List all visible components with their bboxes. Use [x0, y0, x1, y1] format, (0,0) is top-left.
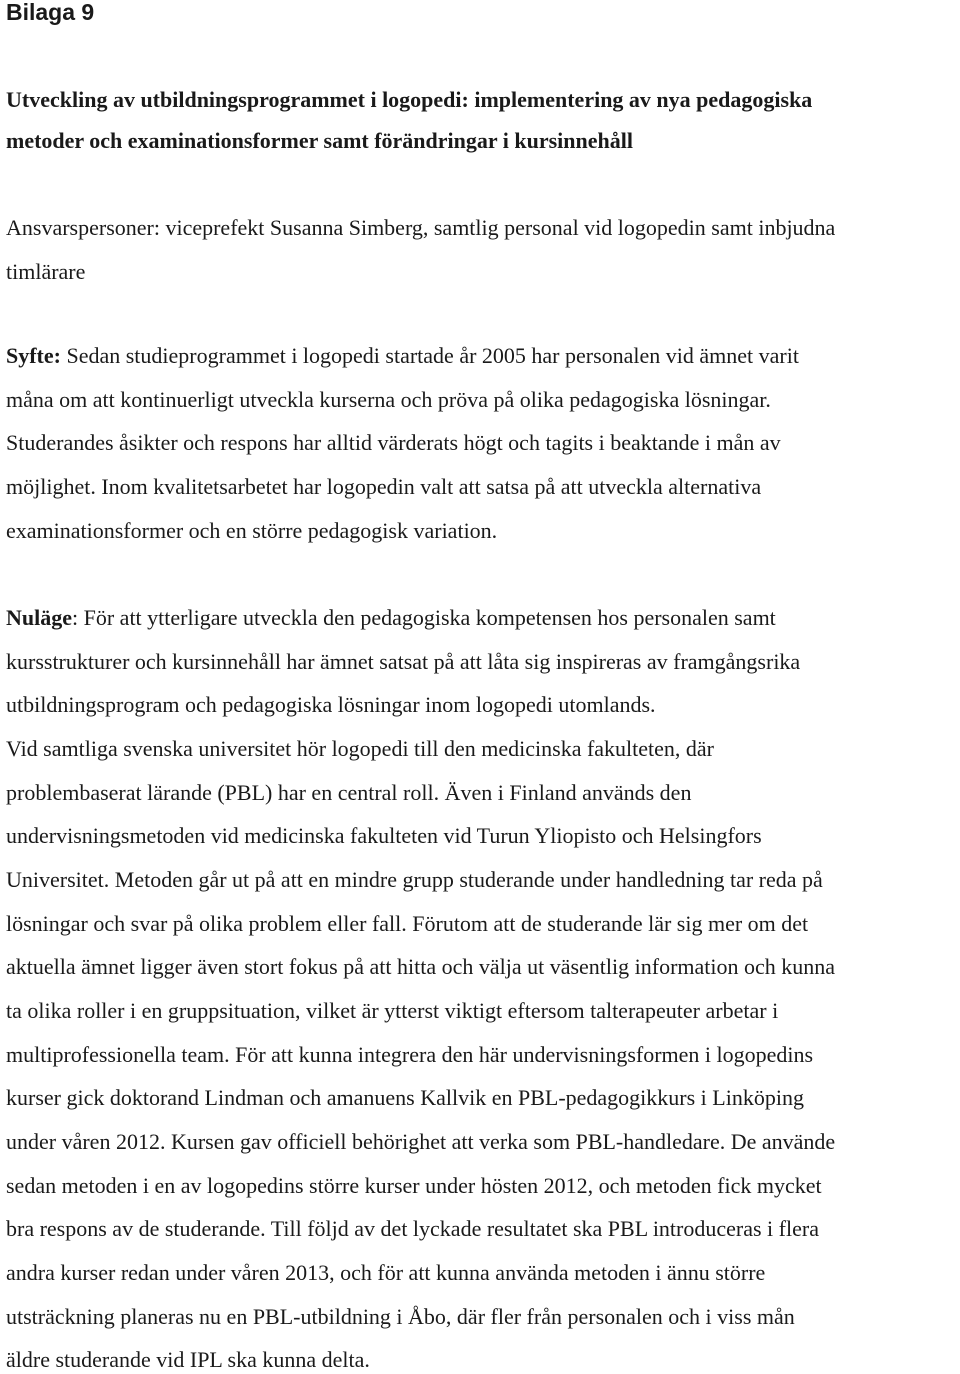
nulage-paragraph-line: bra respons av de studerande. Till följd av det lyckade resultatet ska PBL introduceras i flera — [6, 1216, 819, 1241]
syfte-paragraph-line: måna om att kontinuerligt utveckla kurserna och pröva på olika pedagogiska lösningar. — [6, 387, 771, 412]
nulage-paragraph-line: Vid samtliga svenska universitet hör logopedi till den medicinska fakulteten, där — [6, 736, 715, 761]
nulage-paragraph-line: andra kurser redan under våren 2013, och för att kunna använda metoden i ännu större — [6, 1260, 766, 1285]
nulage-first-line-text: : För att ytterligare utveckla den pedagogiska kompetensen hos personalen samt — [72, 605, 776, 630]
nulage-label: Nuläge — [6, 605, 72, 630]
nulage-paragraph-line: sedan metoden i en av logopedins större kurser under hösten 2012, och metoden fick mycket — [6, 1173, 822, 1198]
nulage-paragraph-line: aktuella ämnet ligger även stort fokus på att hitta och välja ut väsentlig information och kunna — [6, 954, 836, 979]
nulage-paragraph-line: under våren 2012. Kursen gav officiell behörighet att verka som PBL-handledare. De använde — [6, 1129, 836, 1154]
nulage-paragraph-line: kurser gick doktorand Lindman och amanuens Kallvik en PBL-pedagogikkurs i Linköping — [6, 1085, 804, 1110]
nulage-paragraph-line: Universitet. Metoden går ut på att en mindre grupp studerande under handledning tar reda på — [6, 867, 823, 892]
nulage-paragraph-line: lösningar och svar på olika problem eller fall. Förutom att de studerande lär sig mer om det — [6, 911, 809, 936]
syfte-first-line-text: Sedan studieprogrammet i logopedi startade år 2005 har personalen vid ämnet varit — [60, 343, 799, 368]
document-title-line-2: metoder och examinationsformer samt förändringar i kursinnehåll — [6, 128, 633, 153]
annex-label: Bilaga 9 — [6, 0, 95, 25]
nulage-paragraph-line: utbildningsprogram och pedagogiska lösningar inom logopedi utomlands. — [6, 692, 656, 717]
responsible-persons-line-2: timlärare — [6, 259, 86, 284]
nulage-paragraph-line: utsträckning planeras nu en PBL-utbildning i Åbo, där fler från personalen och i viss mån — [6, 1304, 795, 1329]
syfte-paragraph-line: examinationsformer och en större pedagogisk variation. — [6, 518, 498, 543]
nulage-paragraph-line: kursstrukturer och kursinnehåll har ämnet satsat på att låta sig inspireras av framgångsrika — [6, 649, 801, 674]
syfte-paragraph-line-1 — [6, 342, 799, 370]
syfte-paragraph-line: Studerandes åsikter och respons har alltid värderats högt och tagits i beaktande i mån av — [6, 430, 781, 455]
responsible-persons-line-1: Ansvarspersoner: viceprefekt Susanna Simberg, samtlig personal vid logopedin samt inbjudna — [6, 215, 836, 240]
nulage-paragraph-line-1 — [6, 604, 776, 632]
nulage-paragraph-line: undervisningsmetoden vid medicinska fakulteten vid Turun Yliopisto och Helsingfors — [6, 823, 762, 848]
nulage-paragraph-line: äldre studerande vid IPL ska kunna delta. — [6, 1347, 370, 1372]
nulage-paragraph-line: problembaserat lärande (PBL) har en central roll. Även i Finland används den — [6, 780, 692, 805]
nulage-paragraph-line: ta olika roller i en gruppsituation, vilket är ytterst viktigt eftersom talterapeuter arbetar i — [6, 998, 779, 1023]
syfte-label: Syfte: — [6, 343, 61, 368]
nulage-paragraph-line: multiprofessionella team. För att kunna integrera den här undervisningsformen i logopedins — [6, 1042, 814, 1067]
document-title-line-1: Utveckling av utbildningsprogrammet i logopedi: implementering av nya pedagogiska — [6, 87, 813, 112]
syfte-paragraph-line: möjlighet. Inom kvalitetsarbetet har logopedin valt att satsa på att utveckla alternativa — [6, 474, 762, 499]
